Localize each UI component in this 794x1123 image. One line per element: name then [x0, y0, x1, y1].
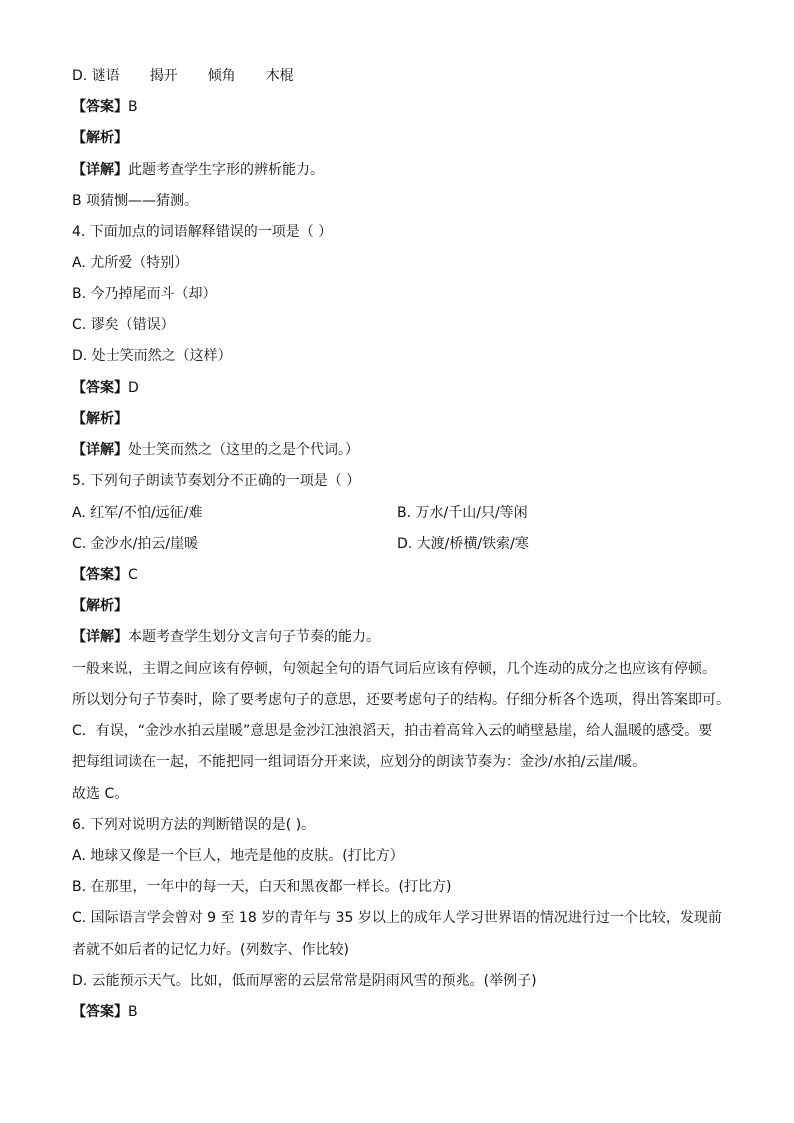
analysis-tag: 【解析】: [72, 411, 128, 427]
answer-line-q3: [72, 97, 138, 117]
answer-value: C: [128, 567, 138, 583]
answer-value: B: [128, 1004, 138, 1020]
option-d-word-2: 揭开: [149, 68, 178, 84]
answer-line-q4: [72, 378, 139, 398]
q5-paragraph-2: 所以划分句子节奏时，除了要考虑句子的意思，还要考虑句子的结构。仔细分析各个选项，得出答案即可。: [72, 692, 730, 708]
q5-paragraph-4: 把每组词读在一起，不能把同一组词语分开来读，应划分的朗读节奏为：金沙/水拍/云崖/暖。: [72, 754, 647, 770]
analysis-line-q5: [72, 596, 128, 616]
answer-line-q5: [72, 565, 138, 585]
q6-option-b: B. 在那里，一年中的每一天，白天和黑夜都一样长。(打比方): [72, 879, 452, 895]
detail-line-q5: [72, 627, 380, 647]
analysis-tag: 【解析】: [72, 598, 128, 614]
q5-paragraph-1: 一般来说，主谓之间应该有停顿，句领起全句的语气词后应该有停顿，几个连动的成分之也应该有停顿。: [72, 661, 716, 677]
q4-option-b: B. 今乃掉尾而斗（却）: [72, 286, 217, 302]
q6-option-c-line-1: C. 国际语言学会曾对 9 至 18 岁的青年与 35 岁以上的成年人学习世界语的情况进行过一个比较，发现前: [72, 910, 722, 926]
q4-option-c: C. 谬矣（错误）: [72, 317, 175, 333]
detail-text: 本题考查学生划分文言句子节奏的能力。: [128, 629, 380, 645]
answer-line-q6: [72, 1002, 138, 1022]
answer-value: B: [128, 99, 138, 115]
option-d-line: [72, 66, 294, 86]
q4-option-d: D. 处士笑而然之（这样）: [72, 348, 232, 364]
analysis-line-q3: [72, 128, 128, 148]
answer-tag: 【答案】: [72, 567, 128, 583]
answer-tag: 【答案】: [72, 99, 128, 115]
q5-option-b: B. 万水/千山/只/等闲: [397, 505, 528, 521]
b-note-line: B 项猜恻——猜测。: [72, 193, 199, 209]
q6-option-c-line-2: 者就不如后者的记忆力好。(列数字、作比较): [72, 942, 349, 958]
q5-paragraph-5: 故选 C。: [72, 786, 129, 802]
question-6: 6. 下列对说明方法的判断错误的是( )。: [72, 817, 316, 833]
answer-value: D: [128, 380, 139, 396]
q5-option-a: A. 红军/不怕/远征/难: [72, 505, 203, 521]
option-d-prefix: D. 谜语: [72, 68, 120, 84]
q6-option-a: A. 地球又像是一个巨人，地壳是他的皮肤。(打比方）: [72, 848, 404, 864]
q5-option-c: C. 金沙水/拍云/崖暖: [72, 536, 199, 552]
question-5: 5. 下列句子朗读节奏划分不正确的一项是（ ）: [72, 473, 361, 489]
detail-tag: 【详解】: [72, 629, 128, 645]
option-d-word-4: 木棍: [265, 68, 294, 84]
answer-tag: 【答案】: [72, 1004, 128, 1020]
analysis-tag: 【解析】: [72, 130, 128, 146]
analysis-line-q4: [72, 409, 128, 429]
detail-text: 此题考查学生字形的辨析能力。: [128, 162, 324, 178]
q4-option-a: A. 尤所爱（特别）: [72, 255, 189, 271]
option-d-word-3: 倾角: [207, 68, 236, 84]
q5-option-d: D. 大渡/桥横/铁索/寒: [397, 536, 529, 552]
detail-line-q4: [72, 440, 359, 460]
answer-tag: 【答案】: [72, 380, 128, 396]
detail-line-q3: [72, 160, 324, 180]
q5-paragraph-3: C．有误，“金沙水拍云崖暖”意思是金沙江浊浪滔天，拍击着高耸入云的峭壁悬崖，给人温暖的感受。要: [72, 723, 713, 739]
detail-tag: 【详解】: [72, 442, 128, 458]
q6-option-d: D. 云能预示天气。比如，低而厚密的云层常常是阴雨风雪的预兆。(举例子): [72, 973, 537, 989]
detail-text: 处士笑而然之（这里的之是个代词。）: [128, 442, 359, 458]
detail-tag: 【详解】: [72, 162, 128, 178]
question-4: 4. 下面加点的词语解释错误的一项是（ ）: [72, 224, 333, 240]
